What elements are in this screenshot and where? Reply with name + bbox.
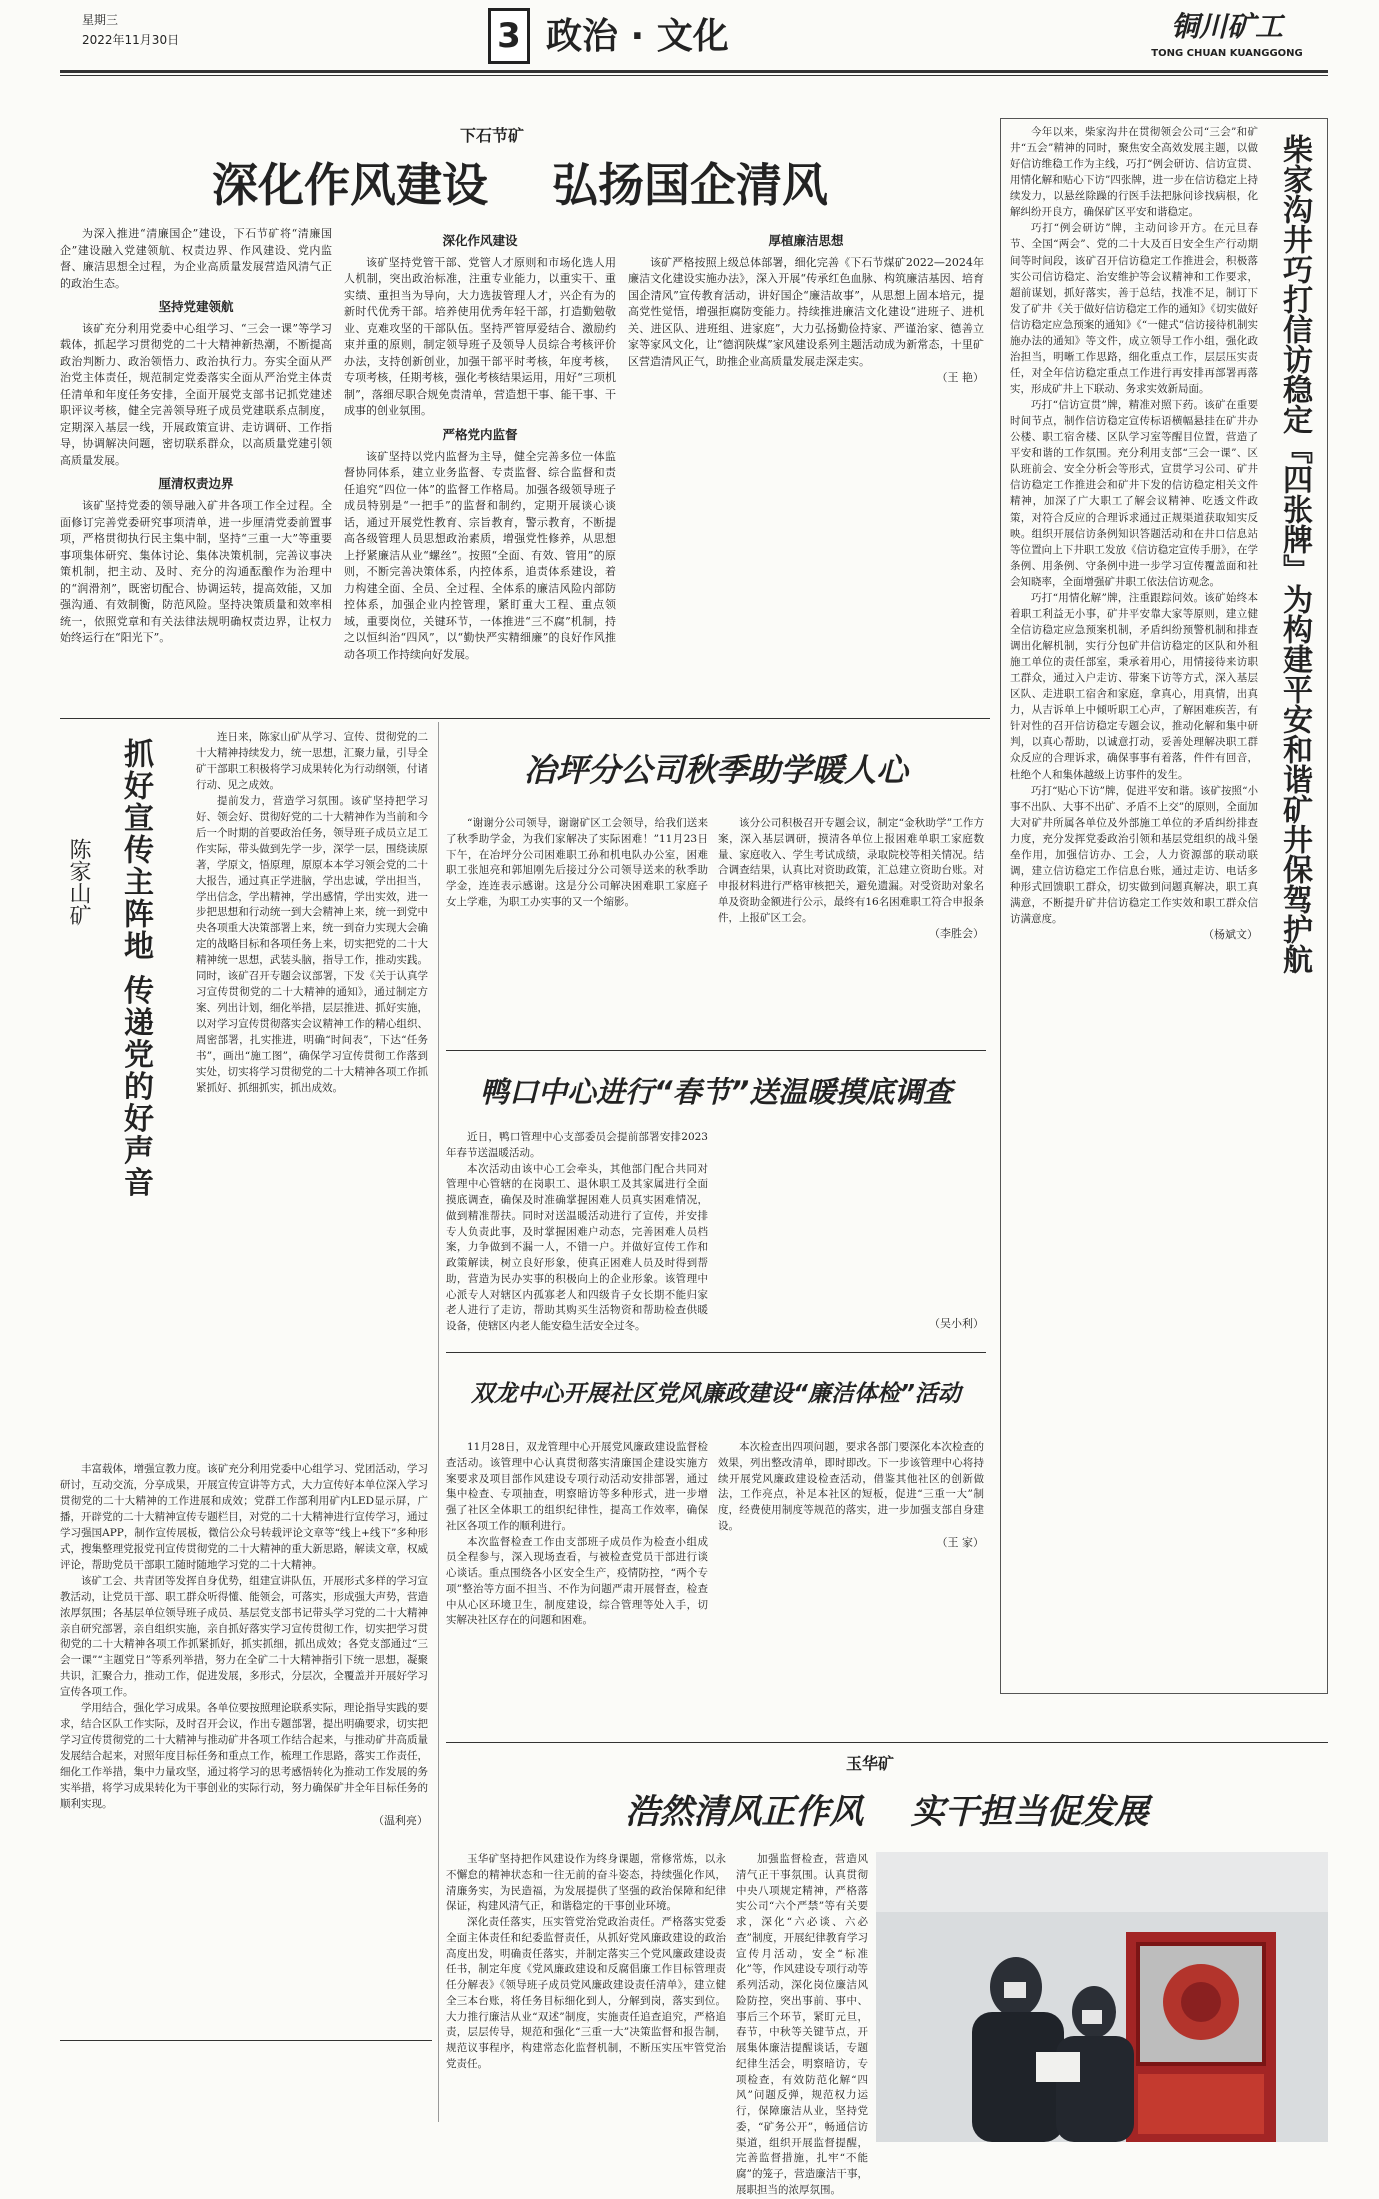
paragraph: 本次活动由该中心工会牵头，其他部门配合共同对管理中心管辖的在岗职工、退休职工及其家属进行全面摸底调查，确保及时准确掌握困难人员真实困难情况，做到精准帮扶。同时对送温暖活动进行了宣传，并安排专人负责此事，及时掌握困难户动态，完善困难人员档案，力争做到不漏一人，不错一户。并做好宣传工作和政策解读，树立良好形象，使真正困难人员及时得到帮助，营造为民办实事的积极向上的企业形象。该管理中心派专人对辖区内孤寡老人和四级肯子女长期不能归家老人进行了走访，帮助其购买生活物资和帮助检查供暖设备，使辖区内老人能安稳生活安全过冬。	[446, 1162, 708, 1332]
byline: （杨斌文）	[1203, 928, 1258, 942]
paragraph: 巧打“用情化解”牌，注重跟踪问效。该矿始终本着职工利益无小事，矿井平安靠大家等原则，建立健全信访稳定应急预案机制，矛盾纠纷预警机制和排查调出化解机制，实行分包矿井信访稳定的区队和外租施工单位的责任部室，秉承着用心，用情接待来访职工群众，通过入户走访、带案下访等方式，深入基层区队、走进职工宿舍和家庭，拿真心，用真情，出真力，从吉诉单上中倾听职工心声，了解困难疾苦，有针对性的召开信访稳定专题会议，推动化解和集中研判，以真心帮助，以诚意打动，妥善处理解决职工群众反应的合理诉求，确保事事有着落，件件有回音，杜绝个人和集体越级上访事件的发生。	[1010, 591, 1258, 781]
article-headline: 柴家沟井巧打信访稳定『四张牌』为构建平安和谐矿井保驾护航	[1277, 134, 1312, 974]
article-headline: 冶坪分公司秋季助学暖人心	[523, 751, 908, 789]
article-headline: 鸭口中心进行“春节”送温暖摸底调查	[479, 1075, 953, 1109]
paragraph: 今年以来，柴家沟井在贯彻领会公司“三会”和矿井“五会”精神的同时，聚焦安全高效发展主题，以做好信访维稳工作为主线，巧打“例会研访、信访宣贯、用情化解和贴心下访”四张牌，进一步在信访稳定上持续发力，以悬丝除躁的行医手法把脉问诊找病根，化解纠纷开良方，确保矿区平安和谐稳定。	[1010, 126, 1258, 219]
article-headline: 深化作风建设 弘扬国企清风	[211, 158, 829, 212]
paper-pinyin: TONG CHUAN KUANGGONG	[1151, 48, 1303, 59]
article-col-2	[736, 1852, 868, 2196]
header-rule-thin	[60, 75, 1328, 76]
paragraph: 该矿充分利用党委中心组学习、“三会一课”等学习载体，抓起学习贯彻党的二十大精神新热潮，不断提高政治判断力、政治领悟力、政治执行力。夯实全面从严治党主体责任，规范制定党委落实全面从严治党主体责任清单和年度任务安排，全面开展党支部书记抓党建述职评议考核，健全完善领导班子成员党建联系点制度，定期深入基层一线，开展政策宣讲、走访调研、工作指导，协调解决问题，密切联系群众，以高质量党建引领高质量发展。	[60, 321, 332, 467]
paragraph: “谢谢分公司领导，谢谢矿区工会领导，给我们送来了秋季助学金，为我们家解决了实际困难！”11月23日下午，在冶坪分公司困难职工孙和机电队办公室，困难职工张旭亮和郭旭刚先后接过分公司领导送来的秋季助学金，连连表示感谢。这是分公司解决困难职工家庭子女上学难，为职工办实事的又一个缩影。	[446, 817, 708, 908]
subheading: 坚持党建领航	[158, 299, 234, 314]
article-unit: 陈家山矿	[66, 838, 91, 926]
paragraph: 本次检查出四项问题，要求各部门要深化本次检查的效果，列出整改清单，即时即改。下一步该管理中心将持续开展党风廉政建设检查活动，借鉴其他社区的创新做法，工作亮点，补足本社区的短板，促进“三重一大”制度，经费使用制度等规范的落实，进一步加强支部自身建设。	[718, 1441, 984, 1532]
byline: （王 艳）	[936, 371, 984, 385]
divider	[60, 2040, 432, 2041]
subheading: 严格党内监督	[442, 426, 518, 442]
byline: （吴小利）	[929, 1317, 984, 1330]
header-weekday: 星期三	[82, 13, 119, 27]
article-col-2	[718, 1130, 984, 1344]
article-headline: 抓好宣传主阵地 传递党的好声音	[118, 738, 153, 1199]
paragraph: 提前发力，营造学习氛围。该矿坚持把学习好、领会好、贯彻好党的二十大精神作为当前和今后一个时期的首要政治任务，领导班子成员立足工作实际，带头做到先学一步，深学一层，围绕读原著，学原文，悟原理，原原本本学习领会党的二十大报告，通过真正学进脑，学出忠诚，学出担当，学出信念，学出精神，学出感情，学出实效，进一步把思想和行动统一到大会精神上来，统一到党中央各项重大决策部署上来，统一到奋力实现大会确定的战略目标和各项任务上来，切实把党的二十大精神统一思想，武装头脑，指导工作，推动实践。同时，该矿召开专题会议部署，下发《关于认真学习宣传贯彻党的二十大精神的通知》，通过制定方案、列出计划，细化举措，层层推进、抓好实施，以对学习宣传贯彻落实会议精神工作的精心组织、周密部署，扎实推进，明确“时间表”，下达“任务书”，画出“施工图”，确保学习宣传贯彻工作落到实处，切实将学习贯彻党的二十大精神各项工作抓紧抓好、抓细抓实，抓出成效。	[196, 794, 428, 1094]
paragraph: 本次监督检查工作由支部班子成员作为检查小组成员全程参与，深入现场查看，与被检查党员干部进行谈心谈话。重点围绕各小区安全生产，疫情防控，“两个专项”整治等方面不担当、不作为问题严肃开展督查，检查中从心区环境卫生，制度建设，综合管理等处入手，切实解决社区存在的问题和困难。	[446, 1535, 708, 1627]
paragraph: 连日来，陈家山矿从学习、宣传、贯彻党的二十大精神持续发力，统一思想，汇聚力量，引导全矿干部职工积极将学习成果转化为行动纲领，付诸行动、见之成效。	[196, 731, 428, 791]
paragraph: 玉华矿坚持把作风建设作为终身课题，常修常炼，以永不懈怠的精神状态和一往无前的奋斗姿态，持续强化作风，清廉务实，为民造福，为发展提供了坚强的政治保障和纪律保证，构建风清气正，和谐稳定的干事创业环境。	[446, 1853, 726, 1913]
paragraph: 该矿工会、共青团等发挥自身优势，组建宣讲队伍，开展形式多样的学习宣教活动，让党员干部、职工群众听得懂、能领会，可落实，形成强大声势，营造浓厚氛围；各基层单位领导班子成员、基层党支部书记带头学习党的二十大精神亲自研究部署，亲自组织实施，亲自抓好落实学习宣传贯彻工作，切实把学习贯彻党的二十大精神各项工作抓紧抓好，抓实抓细，抓出成效；各党支部通过“三会一课”“主题党日”等系列举措，努力在全矿二十大精神指引下统一思想，凝聚共识，汇聚合力，推动工作，促进发展，多形式，分层次，全覆盖并开展好学习宣传各项工作。	[60, 1574, 428, 1699]
page-number: 3	[488, 8, 530, 64]
paragraph: 丰富载体，增强宣教力度。该矿充分利用党委中心组学习、党团活动，学习研讨，互动交流，分享成果，开展宣传宣讲等方式，大力宣传好本单位深入学习贯彻党的二十大精神的工作进展和成效；党群工作部利用矿内LED显示屏，广播，开辟党的二十大精神宣传专题栏目，对党的二十大精神进行宣传学习，通过学习强国APP，制作宣传展板，微信公众号转载评论文章等“线上+线下”多种形式，搜集整理党报党刊宣传贯彻党的二十大精神的重大新思路，解读文章，权威评论，帮助党员干部职工随时随地学习党的二十大精神。	[60, 1463, 428, 1571]
paragraph: 巧打“贴心下访”牌，促进平安和谐。该矿按照“小事不出队、大事不出矿、矛盾不上交”的原则，全面加大对矿井所属各单位及外部施工单位的矛盾纠纷排查力度，充分发挥党委政治引领和基层党组织的战斗堡垒作用，加强信访办、工会，人力资源部的联动联调，建立信访稳定工作信息台账，通过走访、电话多种形式回馈职工群众，切实做到问题真解决，职工真满意，不断提升矿井信访稳定工作实效和职工群众信访满意度。	[1010, 784, 1258, 926]
divider	[438, 722, 439, 2122]
article-col-2	[718, 1440, 984, 1730]
byline: （王 家）	[936, 1535, 984, 1549]
article-headline: 浩然清风正作风 实干担当促发展	[625, 1792, 1149, 1832]
article-col-3	[628, 226, 984, 712]
article-col-1	[446, 816, 708, 1040]
subheading: 厘清权责边界	[158, 476, 234, 492]
article-unit: 下石节矿	[460, 126, 525, 145]
paragraph: 学用结合，强化学习成果。各单位要按照理论联系实际，理论指导实践的要求，结合区队工作实际，及时召开会议，作出专题部署，提出明确要求，切实把学习宣传贯彻党的二十大精神与推动矿井各项工作结合起来，与推动矿井高质量发展结合起来，对照年度目标任务和重点工作，梳理工作思路，落实工作责任，细化工作举措，集中力量攻坚，通过将学习的思考感悟转化为推动工作发展的务实举措，将学习成果转化为干事创业的实际行动，努力确保矿井全年目标任务的顺利实现。	[60, 1702, 428, 1811]
paragraph: 该分公司积极召开专题会议，制定“金秋助学”工作方案，深入基层调研，摸清各单位上报困难单职工家庭数量、家庭收入、学生考试成绩，录取院校等相关情况。结合调查结果，认真比对资助政策，汇总建立资助台账。对申报材料进行严格审核把关，避免遗漏。对受资助对象名单及资助金额进行公示，最终有16名困难职工符合申报条件，上报矿区工会。	[718, 817, 984, 924]
section-title: 政治 · 文化	[546, 16, 729, 57]
divider	[446, 1050, 986, 1051]
header-date: 2022年11月30日	[82, 33, 180, 47]
article-col-2	[718, 816, 984, 1040]
paragraph: 该矿坚持党委的领导融入矿井各项工作全过程。全面修订完善党委研究事项清单，进一步厘清党委前置事项，严格贯彻执行民主集中制，坚持“三重一大”等重要事项集体研究、集体讨论、集体决策机制，完善议事决策机制，把主动、及时、充分的沟通酝酿作为治理中的“润滑剂”，既密切配合、协调运转，提高效能，又加强沟通、有效制衡，防范风险。坚持决策质量和效率相统一，依照党章和有关法律法规明确权责边界，让权力始终运行在“阳光下”。	[60, 499, 332, 644]
paragraph: 近日，鸭口管理中心支部委员会提前部署安排2023年春节送温暖活动。	[446, 1131, 708, 1159]
paragraph: 加强监督检查，营造风清气正干事氛围。认真贯彻中央八项规定精神，严格落实公司“六个严禁”等有关要求，深化“六必谈、六必查”制度，开展纪律教育学习宣传月活动，安全“标准化”等，作风建设专项行动等系列活动，深化岗位廉洁风险防控，突出事前、事中、事后三个环节，紧盯元旦，春节，中秋等关键节点，开展集体廉洁提醒谈话，专题纪律生活会，明察暗访，专项检查，有效防范化解“四风”问题反弹，规范权力运行，保障廉洁从业，坚持党委，“矿务公开”，畅通信访渠道，组织开展监督提醒，完善监督措施，扎牢“不能腐”的笼子，营造廉洁干事，展职担当的浓厚氛围。	[736, 1853, 868, 2196]
byline: （温利亮）	[373, 1813, 428, 1827]
divider	[446, 1742, 1328, 1743]
divider	[446, 1352, 986, 1353]
news-photo	[876, 1852, 1328, 2142]
subheading: 深化作风建设	[442, 233, 518, 248]
paragraph: 巧打“例会研访”牌，主动问诊开方。在元旦春节、全国“两会”、党的二十大及百日安全生产行动期间等时间段，该矿召开信访稳定工作推进会，积极落实公司信访稳定、治安维护等会议精神和工作要求，超前谋划，抓好落实，善于总结，找准不足，制订下发了矿井《关于做好信访稳定工作的通知》《切实做好信访稳定应急预案的通知》《“一健式”信访接待机制实施办法的通知》等文件，成立领导工作小组，强化政治担当，明晰工作思路，细化重点工作，层层压实责任，对全年信访稳定重点工作进行再安排再部署再落实，形成矿井上下联动、务求实效新局面。	[1010, 222, 1258, 395]
header-rule	[60, 70, 1328, 73]
paper-name: 铜川矿工	[1170, 10, 1283, 43]
article-col-upper	[196, 730, 428, 1460]
paragraph: 该矿严格按照上级总体部署，细化完善《下石节煤矿2022—2024年廉洁文化建设实施办法》，深入开展“传承红色血脉、构筑廉洁基因、培育国企清风”宣传教育活动，讲好国企“廉洁故事”，从思想上固本培元，提高党性觉悟，增强拒腐防变能力。持续推进廉洁文化建设“进班子、进机关、进区队、进班组、进家庭”，大力弘扬勤俭持家、严谨治家、德善立家等家风文化，让“德润陕煤”家风建设系列主题活动成为新常态，十里矿区营造清风正气，助推企业高质量发展走深走实。	[628, 255, 984, 368]
header-dateline	[82, 10, 262, 60]
paragraph: 11月28日，双龙管理中心开展党风廉政建设监督检查活动。该管理中心认真贯彻落实清廉国企建设实施方案要求及项目部作风建设专项行动活动安排部署，通过集中检查、专项抽查，明察暗访等多种形式，进一步增强了社区全体职工的组织纪律性，提高工作效率，确保社区各项工作的顺利进行。	[446, 1441, 708, 1532]
article-col-1	[446, 1130, 708, 1344]
paragraph: 为深入推进“清廉国企”建设，下石节矿将“清廉国企”建设融入党建领航、权责边界、作风建设、党内监督、廉洁思想全过程，为企业高质量发展营造风清气正的政治生态。	[60, 227, 332, 290]
paragraph: 该矿坚持以党内监督为主导，健全完善多位一体监督协同体系，建立业务监督、专责监督、综合监督和责任追究“四位一体”的监督工作格局。加强各级领导班子成员特别是“一把手”的监督和制约，定期开展谈心谈话，通过开展党性教育、宗旨教育，警示教育，不断提高各级管理人员思想政治素质，增强党性修养，从思想上抒紧廉洁从业“螺丝”。按照“全面、有效、管用”的原则，不断完善决策体系，内控体系，追责体系建设，着力构建全面、全员、全过程、全体系的廉洁风险内部防控体系，加强企业内控管理，紧盯重大工程、重点领域，重要岗位，关键环节，一体推进“三不腐”机制，持之以恒纠治“四风”，以“勤快严实精细廉”的良好作风推动各项工作持续向好发展。	[344, 449, 616, 661]
article-col-2	[344, 226, 616, 712]
article-unit: 玉华矿	[846, 1754, 895, 1773]
paragraph: 该矿坚持党管干部、党管人才原则和市场化选人用人机制，突出政治标准，注重专业能力，以重实干、重实绩、重担当为导向，大力选拔管理人才，兴企有为的新时代优秀干部。培养使用优秀年轻干部，打造勤勉敬业、克难攻坚的干部队伍。坚持严管厚爱结合、激励约束并重的原则，制定领导班子及领导人员综合考核评价办法，支持创新创业，加强干部平时考核，年度考核，专项考核，任期考核，强化考核结果运用，用好“三项机制”，落细尽职合规免责清单，营造想干事、能干事、干成事的创业氛围。	[344, 255, 616, 418]
subheading: 厚植廉洁思想	[768, 233, 844, 248]
article-col-1	[446, 1852, 726, 2142]
byline: （李胜会）	[929, 927, 984, 941]
paragraph: 深化责任落实，压实管党治党政治责任。严格落实党委全面主体责任和纪委监督责任，从抓好党风廉政建设的政治高度出发，明确责任落实，并制定落实三个党风廉政建设责任书，制定年度《党风廉政建设和反腐倡廉工作目标管理责任分解表》《领导班子成员党风廉政建设责任清单》，建立健全三本台账，将任务目标细化到人，分解到岗，落实到位。大力推行廉洁从业“双述”制度，实施责任追查追究，严格追责，层层传导，规范和强化“三重一大”决策监督和报告制，规范议事程序，构建常态化监督机制，不断压实压牢管党治党责任。	[446, 1916, 726, 2070]
article-col-1	[60, 226, 332, 712]
article-headline: 双龙中心开展社区党风廉政建设“廉洁体检”活动	[471, 1381, 961, 1407]
article-body	[1010, 124, 1258, 1688]
photo-illustration	[876, 1852, 1328, 2142]
paragraph: 巧打“信访宣贯”牌，精准对照下药。该矿在重要时间节点，制作信访稳定宣传标语横幅悬挂在矿井办公楼、职工宿舍楼、区队学习室等醒目位置，营造了平安和谐的工作氛围。充分利用支部“三会一课”、区队班前会、安全分析会等形式，宣贯学习公司、矿井信访稳定工作推进会和矿井下发的信访稳定相关文件精神，加深了广大职工了解会议精神、吃透文件政策，对符合反应的合理诉求通过正规渠道获取知实反映。组织开展信访条例知识答题活动和在井口信息站等位置向上下井职工发放《信访稳定宣传手册》，在学条例、用条例、守条例中进一步学习宣传覆盖面和社会知晓率，全面增强矿井职工依法信访观念。	[1010, 399, 1258, 588]
divider	[60, 718, 990, 719]
article-col-lower	[60, 1462, 428, 2030]
article-col-1	[446, 1440, 708, 1730]
